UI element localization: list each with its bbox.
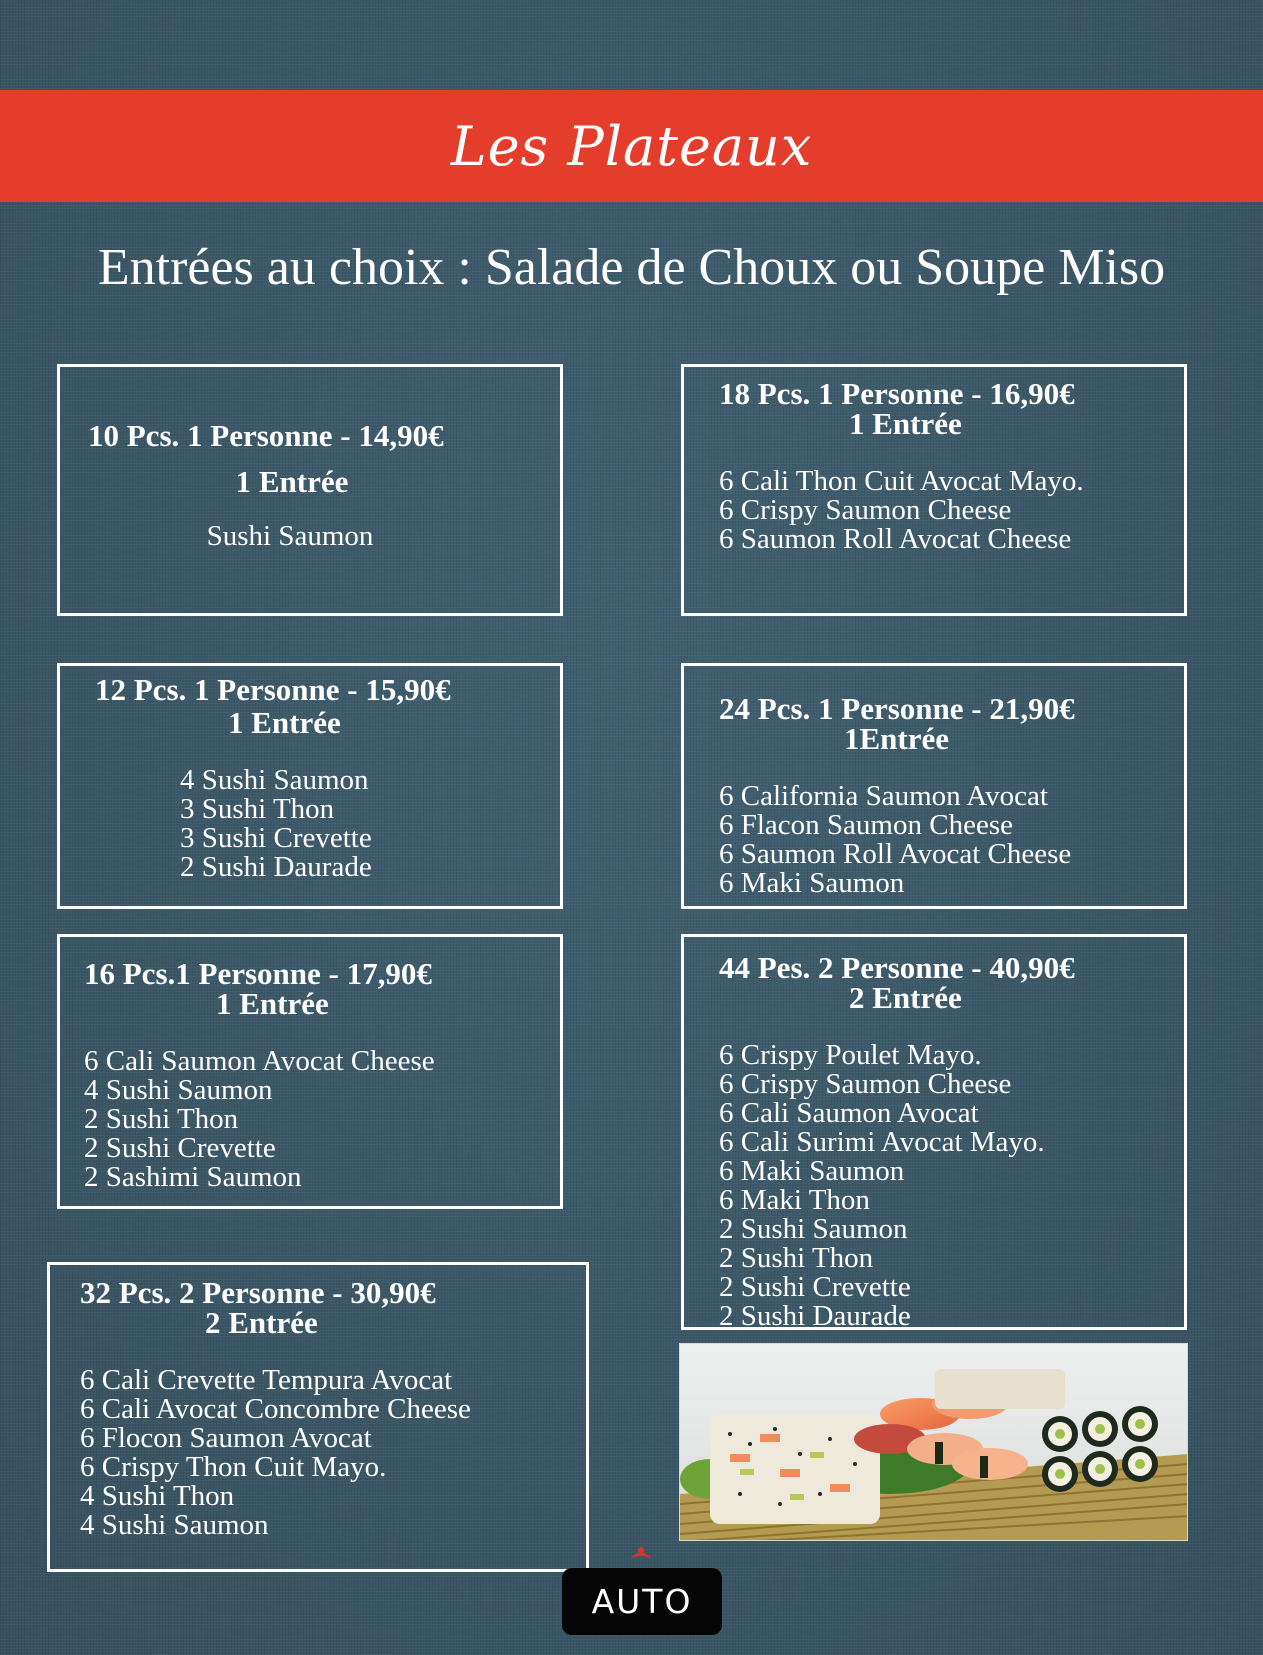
platter-item: 2 Sashimi Saumon (84, 1161, 302, 1193)
platter-item: 2 Sushi Crevette (719, 1271, 911, 1303)
platter-item: 6 Crispy Poulet Mayo. (719, 1039, 982, 1071)
platter-header: 24 Pcs. 1 Personne - 21,90€ (719, 691, 1075, 726)
platter-card-44pcs (681, 934, 1187, 1330)
sushi-platter-photo (679, 1343, 1188, 1541)
platter-card-16pcs (57, 934, 563, 1209)
platter-entree: 1 Entrée (216, 986, 329, 1021)
platter-item: 6 Cali Saumon Avocat Cheese (84, 1045, 435, 1077)
platter-entree: 1 Entrée (228, 705, 341, 740)
platter-card-12pcs (57, 663, 563, 909)
platter-card-10pcs (57, 364, 563, 616)
platter-card-24pcs (681, 663, 1187, 909)
platter-item: 3 Sushi Thon (180, 793, 335, 825)
platter-items-list (80, 1366, 586, 1540)
platter-item: 6 Saumon Roll Avocat Cheese (719, 838, 1072, 870)
platter-item: 6 Flocon Saumon Avocat (80, 1422, 372, 1454)
platter-item: 4 Sushi Saumon (80, 1509, 269, 1541)
platter-item: 6 Cali Crevette Tempura Avocat (80, 1364, 453, 1396)
platter-item: 2 Sushi Crevette (84, 1132, 276, 1164)
logo-icon (628, 1543, 654, 1563)
platter-item: 6 Maki Saumon (719, 867, 905, 899)
platter-header: 16 Pcs.1 Personne - 17,90€ (84, 956, 432, 991)
platter-item: 6 Crispy Saumon Cheese (719, 494, 1012, 526)
platter-item: 6 Cali Avocat Concombre Cheese (80, 1393, 471, 1425)
platter-entree: 2 Entrée (849, 980, 962, 1015)
platter-header: 10 Pcs. 1 Personne - 14,90€ (88, 418, 444, 453)
platter-card-18pcs (681, 364, 1187, 616)
platter-entree: 1 Entrée (849, 406, 962, 441)
platter-header: 44 Pes. 2 Personne - 40,90€ (719, 950, 1075, 985)
platter-items-list (719, 1041, 1184, 1331)
platter-item: 4 Sushi Thon (80, 1480, 235, 1512)
platter-item: 6 Crispy Thon Cuit Mayo. (80, 1451, 387, 1483)
platter-entree: 1Entrée (844, 721, 950, 756)
platter-item: 4 Sushi Saumon (180, 764, 369, 796)
platter-items-list (719, 467, 1184, 554)
platter-item: Sushi Saumon (206, 520, 374, 552)
platter-entree: 2 Entrée (205, 1305, 318, 1340)
platter-item: 6 Flacon Saumon Cheese (719, 809, 1013, 841)
platter-header: 18 Pcs. 1 Personne - 16,90€ (719, 376, 1075, 411)
platter-card-32pcs (47, 1262, 589, 1572)
platter-items-list (60, 766, 560, 882)
platter-item: 6 Cali Thon Cuit Avocat Mayo. (719, 465, 1084, 497)
platter-item: 2 Sushi Saumon (719, 1213, 908, 1245)
platter-item: 2 Sushi Daurade (180, 851, 372, 883)
platter-item: 2 Sushi Thon (84, 1103, 239, 1135)
platter-items-list (719, 782, 1184, 898)
platter-item: 2 Sushi Thon (719, 1242, 874, 1274)
page-title: Les Plateaux (450, 114, 813, 178)
platter-item: 2 Sushi Daurade (719, 1300, 911, 1332)
platter-header: 12 Pcs. 1 Personne - 15,90€ (95, 672, 451, 707)
platter-item: 6 Maki Thon (719, 1184, 870, 1216)
platter-item: 6 Saumon Roll Avocat Cheese (719, 523, 1072, 555)
platter-item: 6 Cali Surimi Avocat Mayo. (719, 1126, 1045, 1158)
platter-item: 6 California Saumon Avocat (719, 780, 1048, 812)
platter-item: 4 Sushi Saumon (84, 1074, 273, 1106)
platter-header: 32 Pcs. 2 Personne - 30,90€ (80, 1275, 436, 1310)
auto-badge[interactable]: AUTO (562, 1568, 722, 1635)
platter-entree: 1 Entrée (235, 464, 349, 499)
starter-choice-text: Entrées au choix : Salade de Choux ou Soupe Miso (97, 239, 1166, 296)
platter-item: 6 Cali Saumon Avocat (719, 1097, 979, 1129)
platter-item: 6 Crispy Saumon Cheese (719, 1068, 1012, 1100)
platter-item: 6 Maki Saumon (719, 1155, 905, 1187)
platter-items-list (84, 1047, 560, 1192)
title-banner (0, 90, 1263, 202)
platter-item: 3 Sushi Crevette (180, 822, 372, 854)
